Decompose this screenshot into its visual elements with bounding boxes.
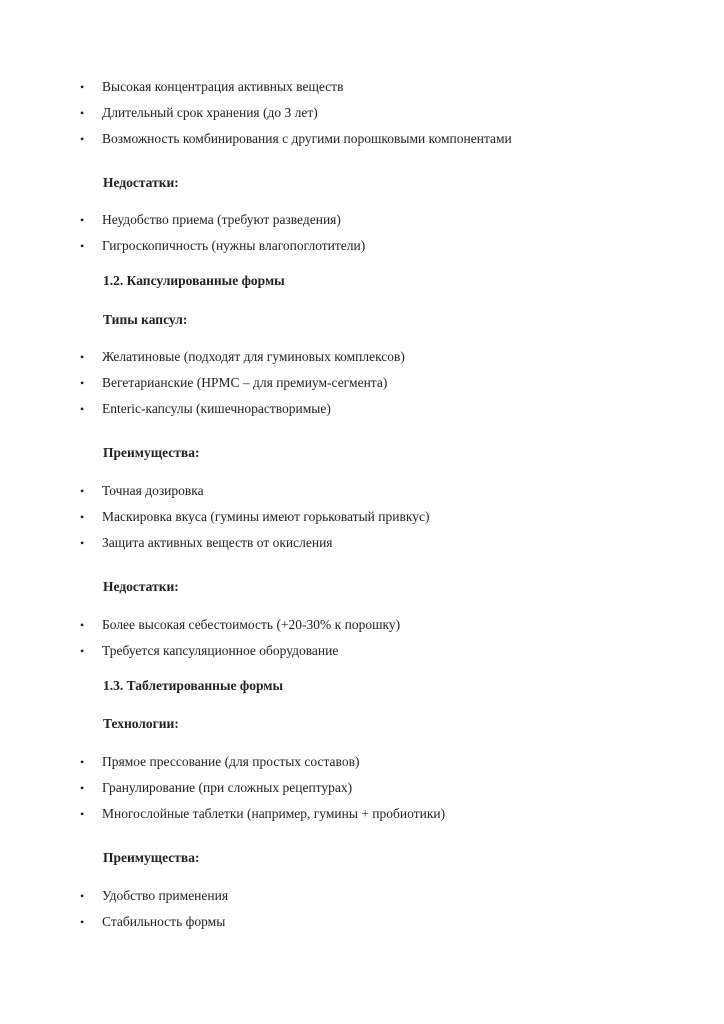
list-item-text: Гигроскопичность (нужны влагопоглотители) — [102, 238, 366, 253]
bullet-icon: • — [80, 213, 85, 227]
bullet-icon: • — [80, 350, 85, 364]
subheading-advantages: Преимущества: — [103, 445, 200, 460]
list-item-text: Требуется капсуляционное оборудование — [102, 643, 339, 658]
list-item — [80, 780, 352, 796]
subheading-technologies: Технологии: — [103, 716, 179, 731]
list-item — [80, 349, 405, 365]
bullet-icon: • — [80, 132, 85, 146]
list-item — [80, 914, 225, 930]
list-item-text: Точная дозировка — [102, 483, 204, 498]
list-item — [80, 105, 318, 121]
bullet-icon: • — [80, 510, 85, 524]
list-item — [80, 212, 341, 228]
subheading-advantages: Преимущества: — [103, 850, 200, 865]
list-item-text: Многослойные таблетки (например, гумины + пробиотики) — [102, 806, 446, 821]
list-item — [80, 79, 343, 95]
list-item — [80, 643, 338, 659]
subheading-disadvantages: Недостатки: — [103, 579, 179, 594]
list-item — [80, 754, 359, 770]
list-item — [80, 131, 512, 147]
subheading-disadvantages: Недостатки: — [103, 175, 179, 190]
list-item — [80, 401, 331, 417]
bullet-icon: • — [80, 80, 85, 94]
section-heading-capsules: 1.2. Капсулированные формы — [103, 273, 285, 288]
bullet-icon: • — [80, 402, 85, 416]
bullet-icon: • — [80, 376, 85, 390]
list-item — [80, 888, 228, 904]
list-item-text: Высокая концентрация активных веществ — [102, 79, 344, 94]
bullet-icon: • — [80, 536, 85, 550]
list-item — [80, 617, 400, 633]
bullet-icon: • — [80, 644, 85, 658]
bullet-icon: • — [80, 106, 85, 120]
list-item — [80, 238, 365, 254]
bullet-icon: • — [80, 915, 85, 929]
list-item — [80, 483, 204, 499]
list-item-text: Enteric-капсулы (кишечнорастворимые) — [102, 401, 331, 416]
list-item-text: Вегетарианские (HPMC – для премиум-сегмента) — [102, 375, 388, 390]
section-heading-tablets: 1.3. Таблетированные формы — [103, 678, 283, 693]
bullet-icon: • — [80, 781, 85, 795]
list-item-text: Стабильность формы — [102, 914, 226, 929]
list-item-text: Удобство применения — [102, 888, 229, 903]
list-item-text: Неудобство приема (требуют разведения) — [102, 212, 341, 227]
subheading-capsule-types: Типы капсул: — [103, 312, 188, 327]
list-item — [80, 509, 429, 525]
list-item-text: Более высокая себестоимость (+20-30% к порошку) — [102, 617, 401, 632]
list-item — [80, 535, 333, 551]
bullet-icon: • — [80, 484, 85, 498]
list-item-text: Прямое прессование (для простых составов) — [102, 754, 360, 769]
bullet-icon: • — [80, 755, 85, 769]
bullet-icon: • — [80, 239, 85, 253]
list-item-text: Возможность комбинирования с другими порошковыми компонентами — [102, 131, 512, 146]
list-item — [80, 375, 387, 391]
list-item-text: Защита активных веществ от окисления — [102, 535, 333, 550]
list-item-text: Маскировка вкуса (гумины имеют горьковатый привкус) — [102, 509, 430, 524]
list-item-text: Гранулирование (при сложных рецептурах) — [102, 780, 353, 795]
list-item-text: Длительный срок хранения (до 3 лет) — [102, 105, 318, 120]
bullet-icon: • — [80, 889, 85, 903]
list-item — [80, 806, 445, 822]
bullet-icon: • — [80, 807, 85, 821]
list-item-text: Желатиновые (подходят для гуминовых комплексов) — [102, 349, 405, 364]
bullet-icon: • — [80, 618, 85, 632]
